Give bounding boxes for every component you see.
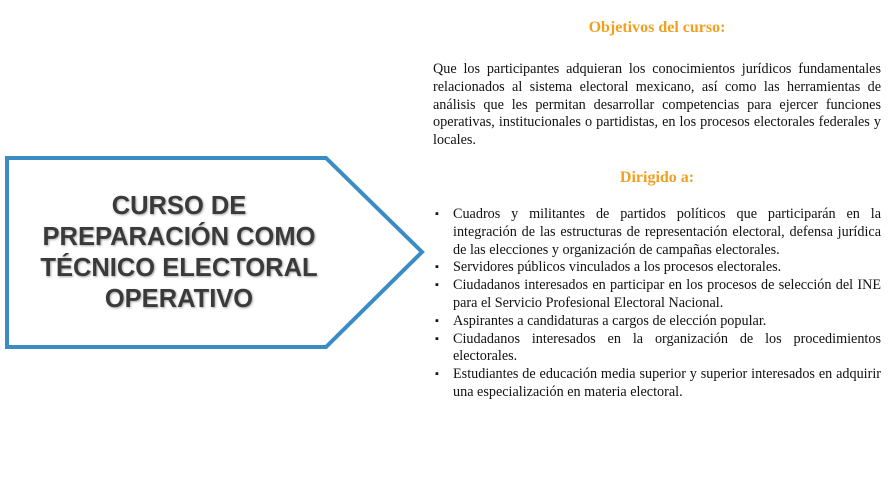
audience-item	[433, 331, 881, 367]
course-arrow-shape	[4, 155, 428, 351]
square-bullet-icon: ▪	[435, 332, 439, 345]
audience-item-text: Cuadros y militantes de partidos políticos que participarán en la integración de las estructuras de representación electoral, defensa jurídica de las elecciones y organización de campañas electorales.	[453, 206, 881, 258]
audience-item-text: Servidores públicos vinculados a los procesos electorales.	[453, 259, 782, 276]
dirigido-heading: Dirigido a:	[619, 169, 695, 186]
audience-item-text: Ciudadanos interesados en la organización de los procedimientos electorales.	[453, 330, 881, 365]
course-title	[14, 191, 344, 315]
square-bullet-icon: ▪	[435, 279, 439, 292]
audience-item	[433, 277, 881, 313]
square-bullet-icon: ▪	[435, 261, 439, 274]
audience-item	[433, 259, 881, 277]
audience-item	[433, 206, 881, 259]
square-bullet-icon: ▪	[435, 314, 439, 327]
audience-item-text: Ciudadanos interesados en participar en los procesos de selección del INE para el Servicio Profesional Electoral Nacional.	[453, 277, 881, 311]
audience-item	[433, 366, 881, 402]
square-bullet-icon: ▪	[435, 208, 439, 220]
square-bullet-icon: ▪	[435, 368, 439, 381]
objetivos-heading: Objetivos del curso:	[588, 19, 726, 36]
objetivos-text: Que los participantes adquieran los conocimientos jurídicos fundamentales relacionados al sistema electoral mexicano, así como las herramientas de análisis que les permitan desarrollar competencias para ejercer funciones operativas, institucionales o partidistas, en los procesos electorales federales y locales.	[433, 61, 881, 149]
audience-list	[433, 206, 881, 402]
audience-item-text: Aspirantes a candidaturas a cargos de elección popular.	[453, 312, 767, 329]
course-title-line: TÉCNICO ELECTORAL	[40, 254, 318, 282]
course-title-line: PREPARACIÓN COMO	[42, 223, 316, 251]
audience-item-text: Estudiantes de educación media superior y superior interesados en adquirir una especialización en materia electoral.	[453, 366, 881, 400]
course-title-line: OPERATIVO	[104, 285, 254, 313]
audience-item	[433, 313, 881, 331]
course-title-line: CURSO DE	[111, 192, 247, 220]
